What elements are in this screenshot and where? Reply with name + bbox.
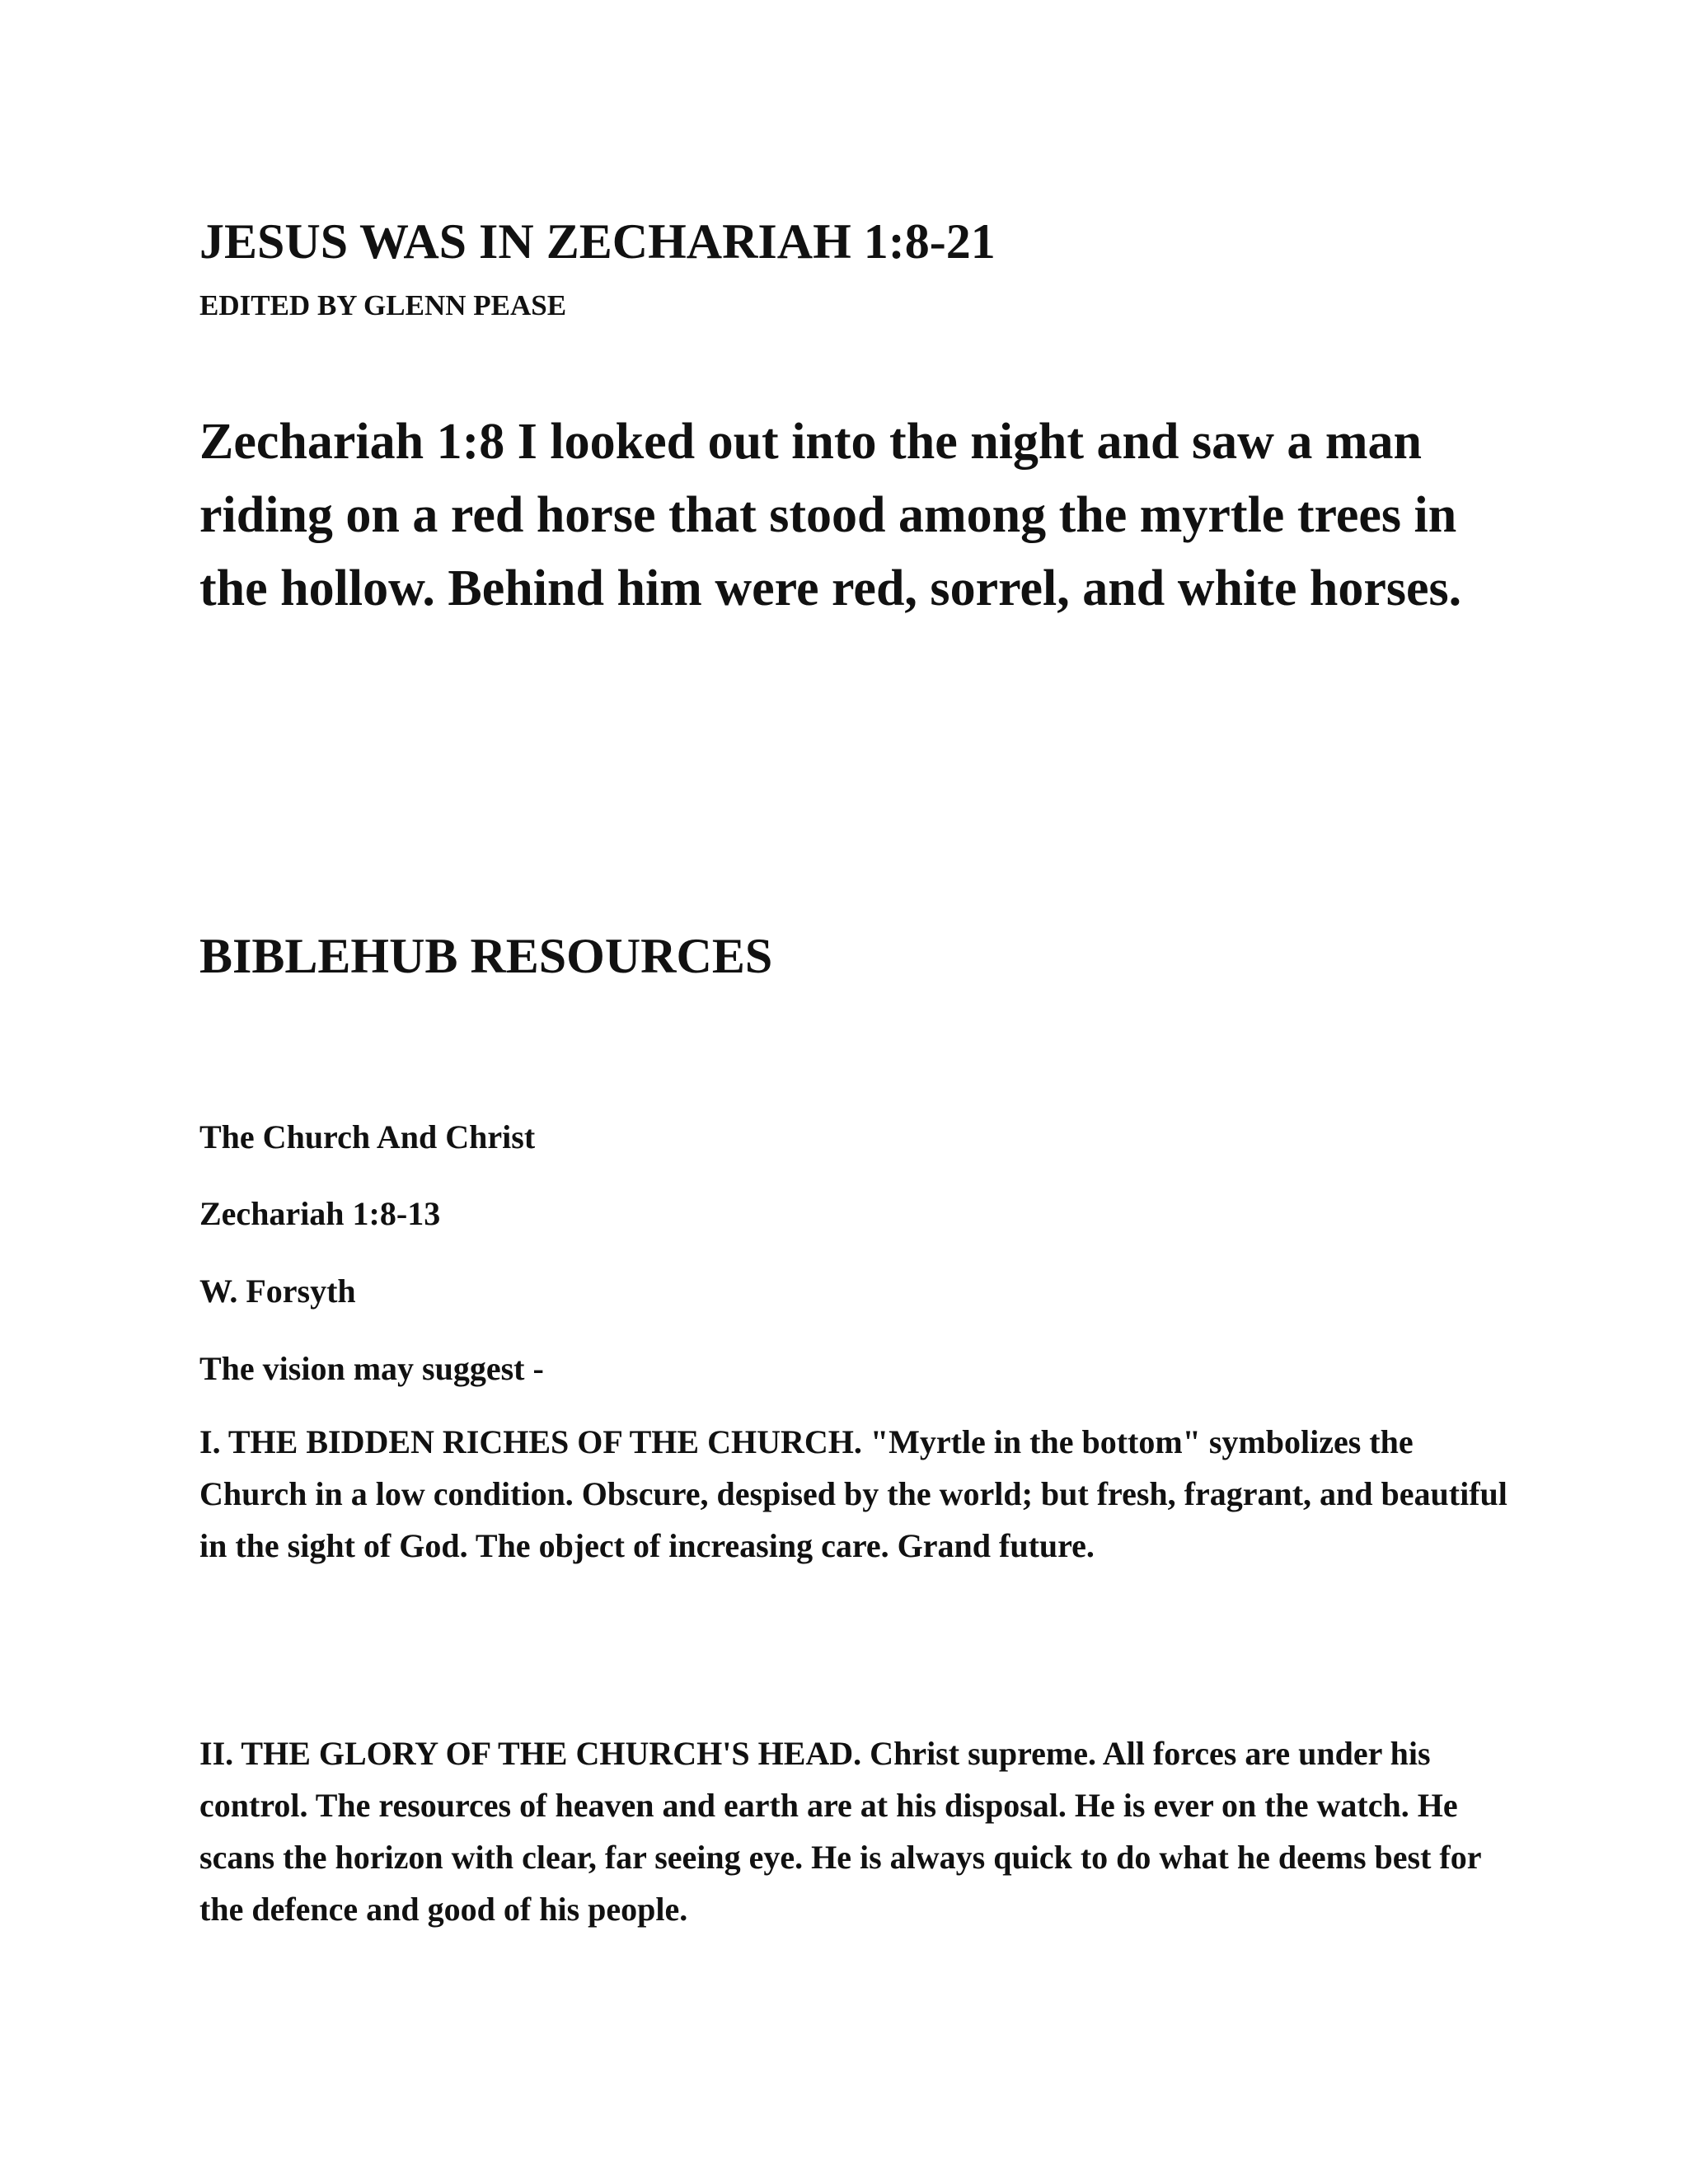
entry-intro: The vision may suggest - [199,1350,544,1387]
editor-credit: EDITED BY GLENN PEASE [199,289,567,321]
point-paragraph: I. THE BIDDEN RICHES OF THE CHURCH. "Myrtle in the bottom" symbolizes the Church in a low condition. Obscure, despised by the world; but fresh, fragrant, and beautiful in the sight of God. The object of increasing care. Grand future. [199,1423,1507,1564]
section-heading: BIBLEHUB RESOURCES [199,929,773,983]
verse-text: Zechariah 1:8 I looked out into the night and saw a man riding on a red horse that stood among the myrtle trees in the hollow. Behind him were red, sorrel, and white horses. [199,414,1462,616]
point-paragraph: II. THE GLORY OF THE CHURCH'S HEAD. Christ supreme. All forces are under his control. The resources of heaven and earth are at his disposal. He is ever on the watch. He scans the horizon with clear, far seeing eye. He is always quick to do what he deems best for the defence and good of his people. [199,1735,1481,1928]
entry-reference: Zechariah 1:8-13 [199,1195,441,1232]
document-title: JESUS WAS IN ZECHARIAH 1:8-21 [199,214,996,269]
entry-heading: The Church And Christ [199,1118,536,1155]
entry-author: W. Forsyth [199,1272,356,1310]
